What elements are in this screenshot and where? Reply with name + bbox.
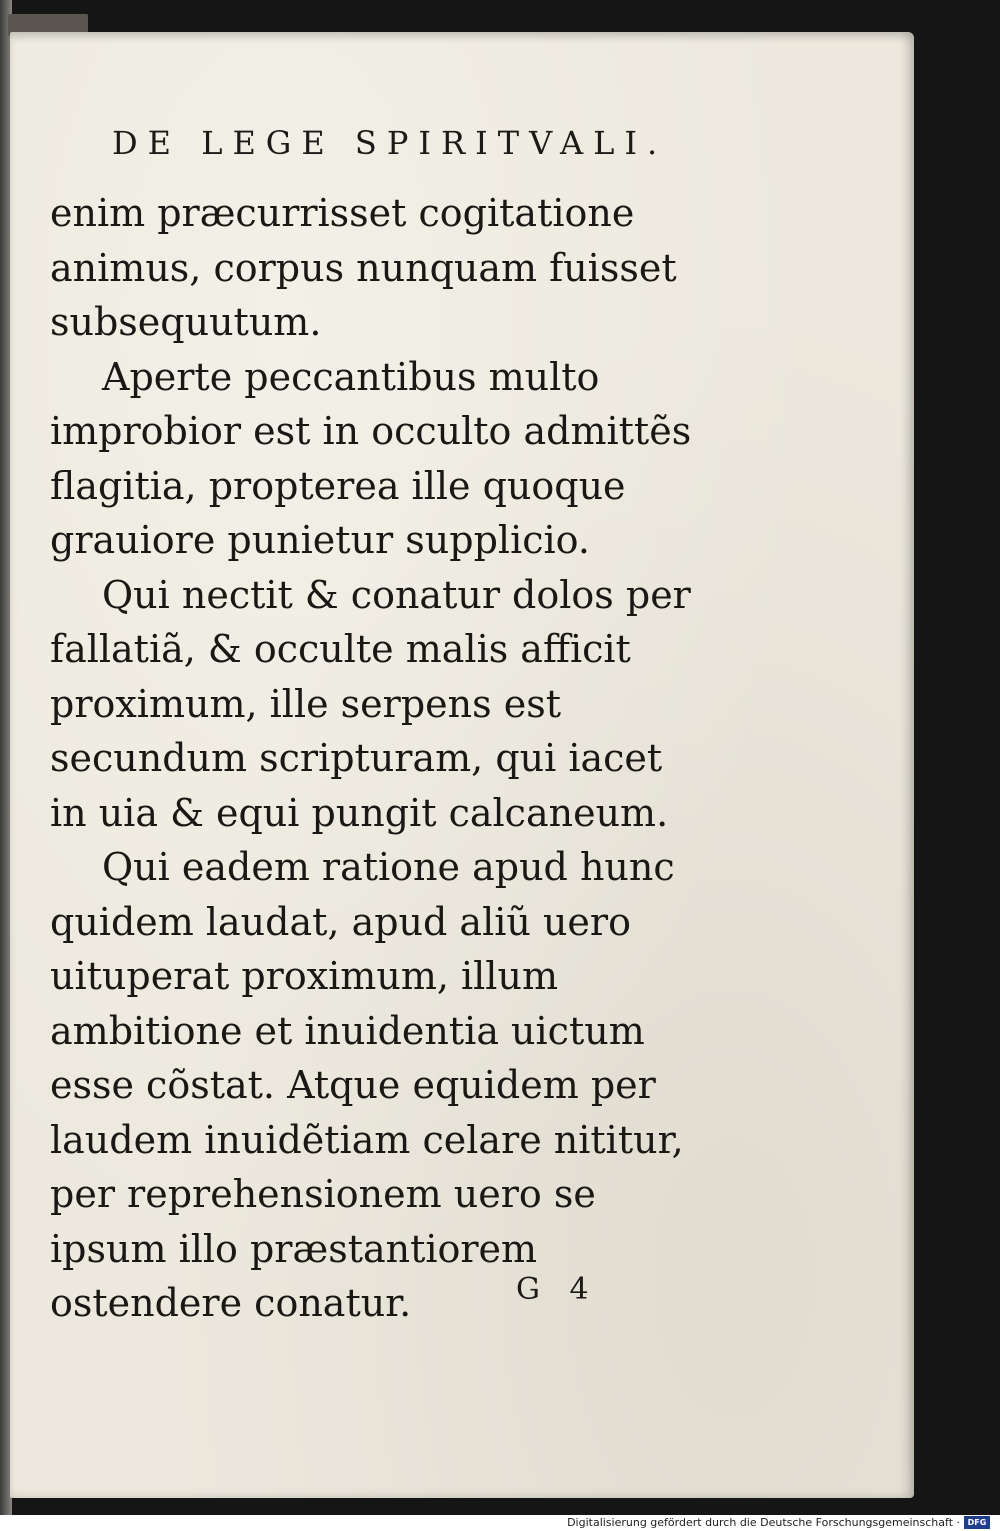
paragraph-2: Aperte peccantibus multo improbior est in occulto admittẽs flagitia, propterea ille quoque grauiore punietur supplicio. bbox=[50, 354, 692, 562]
footer-credit: Digitalisierung gefördert durch die Deutsche Forschungsgemeinschaft · bbox=[567, 1516, 960, 1529]
body-text bbox=[50, 186, 710, 1331]
paragraph-1: enim præcurrisset cogitatione animus, corpus nunquam fuisset subsequutum. bbox=[50, 191, 677, 344]
dfg-logo-icon: DFG bbox=[964, 1516, 990, 1529]
paragraph-3: Qui nectit & conatur dolos per fallatiã, & occulte malis afficit proximum, ille serpens est secundum scripturam, qui iacet in uia & equi pungit calcaneum. bbox=[50, 572, 691, 835]
paragraph-4: Qui eadem ratione apud hunc quidem laudat, apud aliũ uero uituperat proximum, illum ambitione et inuidentia uictum esse cõstat. Atque equidem per laudem inuidẽtiam celare nititur, per reprehensionem uero se ipsum illo præstantiorem ostendere conatur. bbox=[50, 845, 684, 1325]
signature-mark: G 4 bbox=[516, 1272, 599, 1307]
running-head: DE LEGE SPIRITVALI. bbox=[112, 124, 668, 162]
